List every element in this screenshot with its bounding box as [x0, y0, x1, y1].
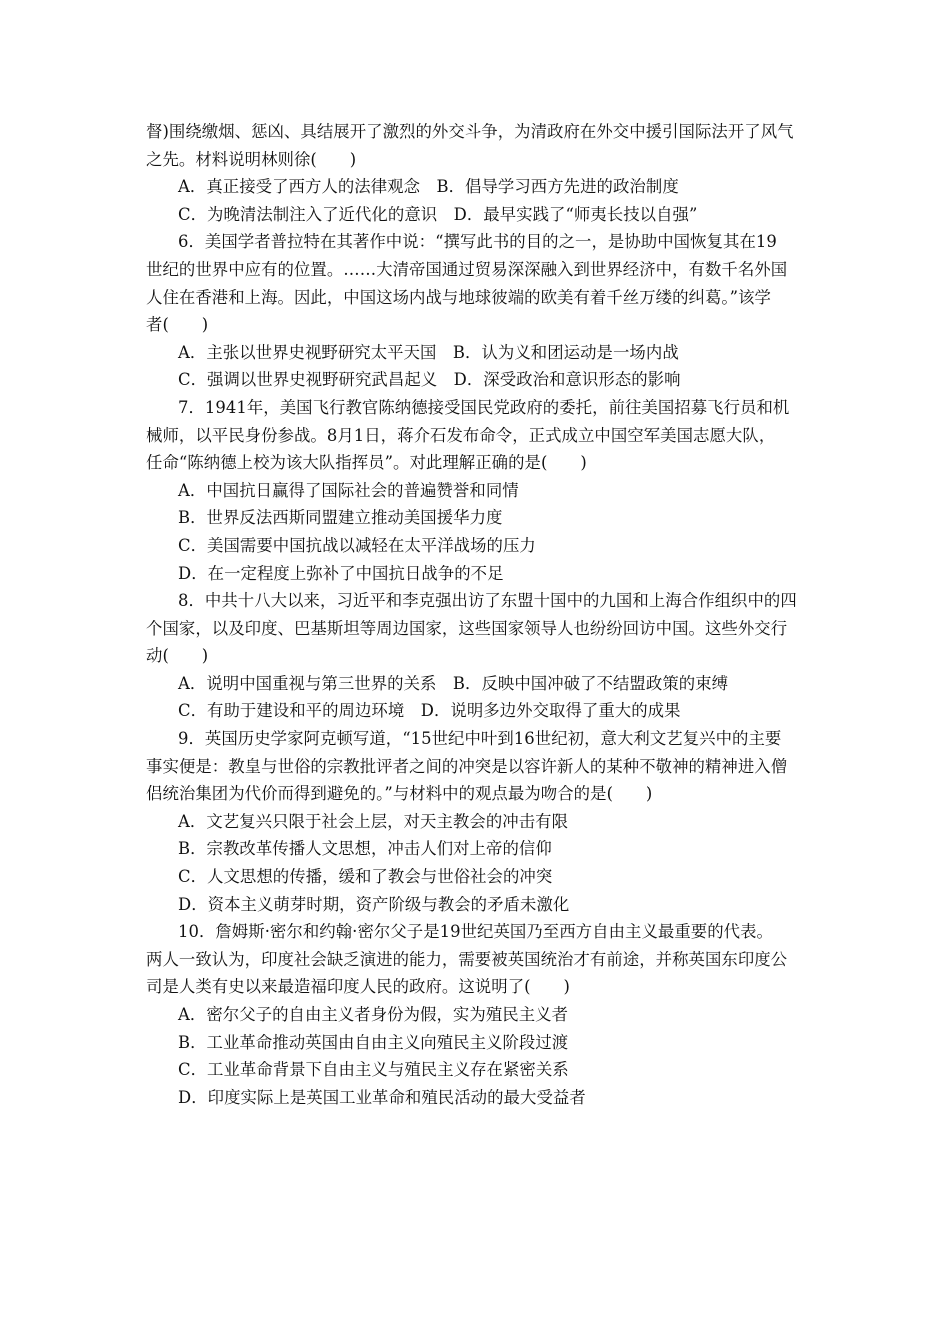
question-8-start: 8．中共十八大以来，习近平和李克强出访了东盟十国中的九国和上海合作组织中的四 — [178, 591, 797, 611]
answer-option-c: C．工业革命背景下自由主义与殖民主义存在紧密关系 — [178, 1060, 569, 1080]
paragraph-line: 动( ) — [146, 646, 209, 666]
question-9-start: 9．英国历史学家阿克顿写道，“15世纪中叶到16世纪初，意大利文艺复兴中的主要 — [178, 729, 782, 749]
answer-option-line: A．真正接受了西方人的法律观念 B．倡导学习西方先进的政治制度 — [178, 177, 679, 197]
paragraph-line: 侣统治集团为代价而得到避免的。”与材料中的观点最为吻合的是( ) — [146, 784, 653, 804]
answer-option-a: A．中国抗日赢得了国际社会的普遍赞誉和同情 — [178, 480, 519, 500]
paragraph-line: 事实便是：教皇与世俗的宗教批评者之间的冲突是以容许新人的某种不敬神的精神进入僧 — [146, 756, 788, 776]
paragraph-line: 任命“陈纳德上校为该大队指挥员”。对此理解正确的是( ) — [146, 453, 587, 473]
question-10-start: 10．詹姆斯·密尔和约翰·密尔父子是19世纪英国乃至西方自由主义最重要的代表。 — [178, 922, 773, 942]
answer-option-line: C．有助于建设和平的周边环境 D．说明多边外交取得了重大的成果 — [178, 701, 681, 721]
paragraph-line: 督)围绕缴烟、惩凶、具结展开了激烈的外交斗争，为清政府在外交中援引国际法开了风气 — [146, 122, 794, 141]
paragraph-line: 个国家，以及印度、巴基斯坦等周边国家，这些国家领导人也纷纷回访中国。这些外交行 — [146, 618, 788, 638]
paragraph-line: 人住在香港和上海。因此，中国这场内战与地球彼端的欧美有着千丝万缕的纠葛。”该学 — [146, 287, 771, 307]
paragraph-line: 者( ) — [146, 315, 209, 335]
answer-option-a: A．文艺复兴只限于社会上层，对天主教会的冲击有限 — [178, 811, 569, 831]
paragraph-line: 械师，以平民身份参战。8月1日，蒋介石发布命令，正式成立中国空军美国志愿大队， — [146, 425, 776, 445]
answer-option-b: B．世界反法西斯同盟建立推动美国援华力度 — [178, 508, 503, 528]
paragraph-line: 两人一致认为，印度社会缺乏演进的能力，需要被英国统治才有前途，并称英国东印度公 — [146, 949, 788, 969]
question-6-start: 6．美国学者普拉特在其著作中说：“撰写此书的目的之一，是协助中国恢复其在19 — [178, 232, 777, 252]
answer-option-d: D．印度实际上是英国工业革命和殖民活动的最大受益者 — [178, 1087, 586, 1107]
answer-option-line: A．主张以世界史视野研究太平天国 B．认为义和团运动是一场内战 — [178, 342, 679, 362]
answer-option-b: B．宗教改革传播人文思想，冲击人们对上帝的信仰 — [178, 839, 552, 859]
answer-option-line: C．为晚清法制注入了近代化的意识 D．最早实践了“师夷长技以自强” — [178, 204, 698, 224]
question-7-start: 7．1941年，美国飞行教官陈纳德接受国民党政府的委托，前往美国招募飞行员和机 — [178, 397, 790, 417]
answer-option-line: C．强调以世界史视野研究武昌起义 D．深受政治和意识形态的影响 — [178, 370, 681, 390]
paragraph-line: 世纪的世界中应有的位置。……大清帝国通过贸易深深融入到世界经济中，有数千名外国 — [146, 259, 788, 279]
answer-option-line: A．说明中国重视与第三世界的关系 B．反映中国冲破了不结盟政策的束缚 — [178, 673, 729, 693]
answer-option-c: C．人文思想的传播，缓和了教会与世俗社会的冲突 — [178, 867, 553, 887]
answer-option-b: B．工业革命推动英国由自由主义向殖民主义阶段过渡 — [178, 1032, 569, 1052]
answer-option-c: C．美国需要中国抗战以减轻在太平洋战场的压力 — [178, 535, 536, 555]
paragraph-line: 司是人类有史以来最造福印度人民的政府。这说明了( ) — [146, 977, 570, 997]
document-page — [146, 118, 810, 1111]
answer-option-a: A．密尔父子的自由主义者身份为假，实为殖民主义者 — [178, 1005, 569, 1024]
paragraph-line: 之先。材料说明林则徐( ) — [146, 149, 357, 169]
answer-option-d: D．在一定程度上弥补了中国抗日战争的不足 — [178, 563, 504, 583]
answer-option-d: D．资本主义萌芽时期，资产阶级与教会的矛盾未激化 — [178, 894, 570, 914]
